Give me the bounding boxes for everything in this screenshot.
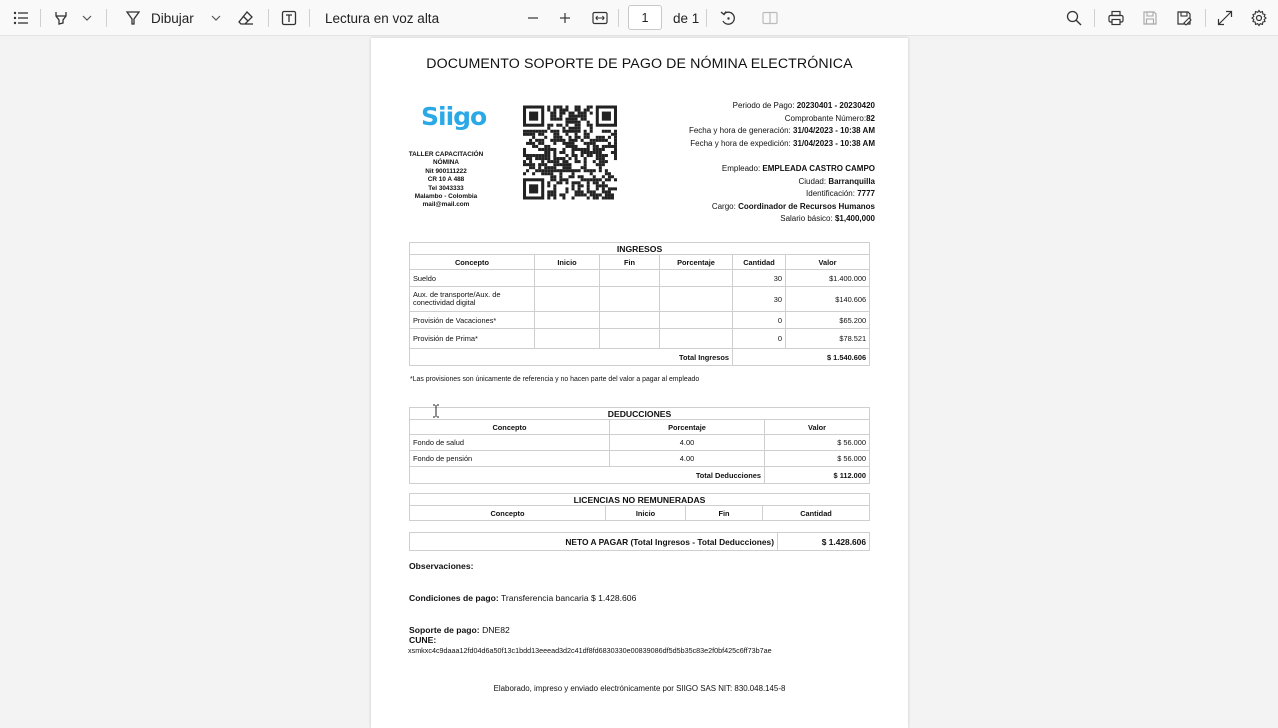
identificacion-value: 7777 (857, 189, 875, 198)
neto-value: $ 1.428.606 (778, 533, 870, 551)
table-row: Sueldo 30 $1.400.000 (410, 270, 870, 287)
table-row: Provisión de Prima* 0 $78.521 (410, 329, 870, 349)
read-aloud-button[interactable]: Lectura en voz alta (325, 10, 440, 26)
highlight-icon[interactable] (50, 0, 72, 36)
page-total: de 1 (673, 10, 700, 26)
document-footer: Elaborado, impreso y enviado electrónicamente por SIIGO SAS NIT: 830.048.145-8 (493, 684, 786, 693)
textbox-icon[interactable] (278, 0, 300, 36)
cargo-value: Coordinador de Recursos Humanos (738, 201, 875, 211)
comprobante-value: 82 (866, 113, 875, 123)
eraser-icon[interactable] (235, 0, 257, 36)
generacion-value: 31/04/2023 - 10:38 AM (793, 126, 875, 135)
company-email: mail@mail.com (422, 201, 470, 209)
siigo-logo: Siigo (421, 102, 487, 131)
licencias-caption: LICENCIAS NO REMUNERADAS (410, 494, 870, 506)
deducciones-caption: DEDUCCIONES (410, 408, 870, 420)
observaciones-label: Observaciones: (409, 561, 474, 571)
qr-code (523, 105, 617, 200)
pdf-page (371, 38, 908, 728)
document-title: DOCUMENTO SOPORTE DE PAGO DE NÓMINA ELECTRÓNICA (426, 56, 853, 72)
salario-value: $1,400,000 (834, 214, 875, 223)
company-nit: Nit 900111222 (425, 167, 467, 175)
company-name: TALLER CAPACITACIÓN (408, 151, 484, 158)
col-header: Concepto (410, 255, 535, 270)
col-header: Concepto (410, 420, 610, 435)
col-header: Fin (600, 255, 660, 270)
deducciones-table (409, 407, 870, 484)
print-icon[interactable] (1105, 0, 1127, 36)
chevron-down-icon[interactable] (207, 0, 225, 36)
licencias-table (409, 493, 870, 521)
page-view-icon[interactable] (759, 0, 781, 36)
company-phone: Tel 3043333 (428, 184, 464, 192)
col-header: Porcentaje (660, 255, 733, 270)
total-ingresos-label: Total Ingresos (410, 349, 733, 366)
zoom-out-icon[interactable] (522, 0, 544, 36)
company-info (395, 151, 497, 210)
col-header: Concepto (410, 506, 606, 521)
contents-icon[interactable] (10, 0, 32, 36)
payment-info: Periodo de Pago: 20230401 - 20230420 Comprobante Número:82 Fecha y hora de generación: 31/04/2023 - 10:38 AM Fecha y hora de expedición: 31/04/2023 - 10:38 AM (688, 101, 875, 148)
draw-label[interactable]: Dibujar (151, 10, 194, 26)
soporte-value: DNE82 (482, 625, 510, 635)
zoom-in-icon[interactable] (554, 0, 576, 36)
company-name-2: NÓMINA (433, 159, 459, 167)
col-header: Valor (765, 420, 870, 435)
pdf-toolbar (0, 0, 1278, 36)
periodo-value: 20230401 - 20230420 (796, 101, 875, 110)
table-row: Aux. de transporte/Aux. de conectividad digital 30 $140.606 (410, 287, 870, 312)
provisions-note: *Las provisiones son únicamente de referencia y no hacen parte del valor a pagar al empleado (410, 376, 700, 383)
total-deducciones-label: Total Deducciones (410, 467, 765, 484)
col-header: Porcentaje (610, 420, 765, 435)
total-ingresos-value: $ 1.540.606 (733, 349, 870, 366)
col-header: Inicio (535, 255, 600, 270)
col-header: Valor (786, 255, 870, 270)
employee-info: Empleado: EMPLEADA CASTRO CAMPO Ciudad: Barranquilla Identificación: 7777 Cargo: Coordinador de Recursos Humanos Salario básico: $1,400,000 (711, 164, 875, 223)
fullscreen-icon[interactable] (1214, 0, 1236, 36)
company-city: Malambo - Colombia (414, 193, 478, 201)
cune-value: xsmkxc4c9daaa12fd04d6a50f13c1bdd13eeead3d2c41df8fd6830330e00839086df5d5b35c83e2f0bf425c6ff73b7ae (408, 646, 772, 655)
company-address: CR 10 A 488 (427, 176, 465, 184)
text-cursor-icon (432, 404, 440, 418)
document-viewer[interactable] (0, 36, 1278, 720)
empleado-value: EMPLEADA CASTRO CAMPO (762, 164, 875, 173)
page-number-input[interactable]: 1 (628, 5, 662, 30)
settings-icon[interactable] (1248, 0, 1270, 36)
col-header: Cantidad (763, 506, 870, 521)
total-deducciones-value: $ 112.000 (765, 467, 870, 484)
col-header: Cantidad (733, 255, 786, 270)
save-as-icon[interactable] (1173, 0, 1195, 36)
save-icon[interactable] (1139, 0, 1161, 36)
col-header: Fin (686, 506, 763, 521)
neto-label: NETO A PAGAR (Total Ingresos - Total Deducciones) (410, 533, 778, 551)
cune-label: CUNE: (409, 635, 437, 645)
soporte-pago: Soporte de pago: DNE82 (409, 625, 510, 635)
chevron-down-icon[interactable] (78, 0, 96, 36)
search-icon[interactable] (1063, 0, 1085, 36)
table-row: Provisión de Vacaciones* 0 $65.200 (410, 312, 870, 329)
neto-table (409, 532, 870, 551)
rotate-icon[interactable] (717, 0, 739, 36)
table-row: Fondo de pensión 4.00 $ 56.000 (410, 451, 870, 467)
expedicion-value: 31/04/2023 - 10:38 AM (793, 138, 875, 148)
ingresos-table (409, 242, 870, 366)
ciudad-value: Barranquilla (828, 176, 875, 186)
fit-page-icon[interactable] (589, 0, 611, 36)
condiciones-value: Transferencia bancaria $ 1.428.606 (501, 593, 637, 603)
col-header: Inicio (606, 506, 686, 521)
condiciones-pago: Condiciones de pago: Transferencia bancaria $ 1.428.606 (409, 593, 637, 603)
ingresos-caption: INGRESOS (410, 243, 870, 255)
draw-icon[interactable] (122, 0, 144, 36)
table-row: Fondo de salud 4.00 $ 56.000 (410, 435, 870, 451)
